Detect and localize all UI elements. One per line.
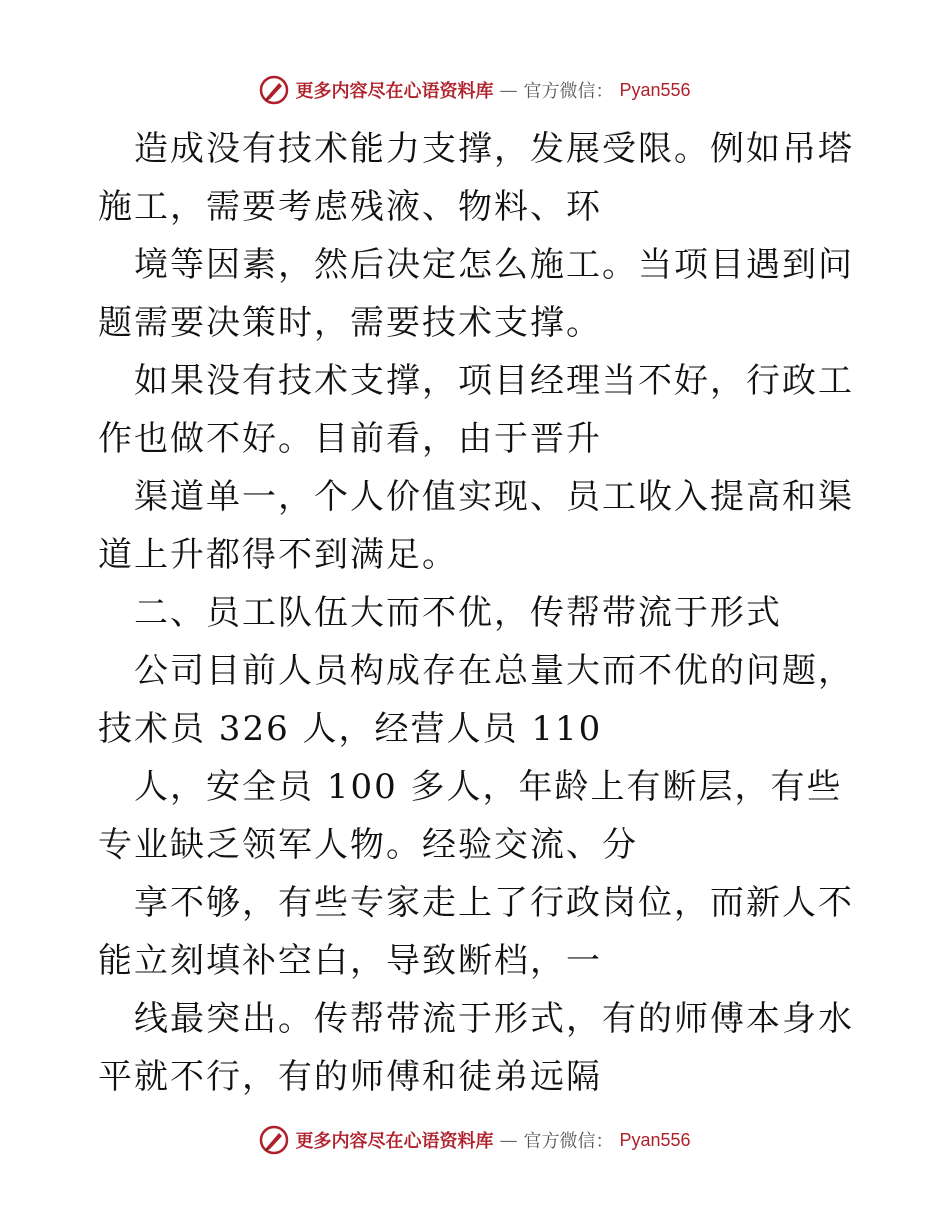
- quill-pen-logo-icon: [259, 1125, 289, 1155]
- banner-wechat-label: 官方微信：: [523, 1131, 614, 1152]
- banner-wechat-id: Pyan556: [619, 79, 691, 100]
- banner-dash: —: [499, 79, 518, 101]
- section-heading: 二、员工队伍大而不优，传帮带流于形式: [134, 593, 782, 633]
- paragraph: 造成没有技术能力支撑，发展受限。例如吊塔施工，需要考虑残液、物料、环: [98, 129, 854, 227]
- banner-title: 更多内容尽在心语资料库: [295, 1131, 494, 1152]
- footer-banner: [0, 1120, 950, 1160]
- paragraph: 线最突出。传帮带流于形式，有的师傅本身水平就不行，有的师傅和徒弟远隔: [98, 999, 854, 1097]
- paragraph: 渠道单一，个人价值实现、员工收入提高和渠道上升都得不到满足。: [98, 477, 854, 575]
- paragraph: 公司目前人员构成存在总量大而不优的问题，技术员 326 人，经营人员 110: [98, 651, 854, 749]
- paragraph: 人，安全员 100 多人，年龄上有断层，有些专业缺乏领军人物。经验交流、分: [98, 767, 843, 865]
- paragraph: 如果没有技术支撑，项目经理当不好，行政工作也做不好。目前看，由于晋升: [98, 361, 854, 459]
- quill-pen-logo-icon: [259, 75, 289, 105]
- header-banner: [0, 70, 950, 110]
- banner-wechat-label: 官方微信：: [523, 81, 614, 102]
- paragraph: 境等因素，然后决定怎么施工。当项目遇到问题需要决策时，需要技术支撑。: [98, 245, 854, 343]
- document-body: [98, 120, 858, 1106]
- banner-dash: —: [499, 1129, 518, 1151]
- banner-wechat-id: Pyan556: [619, 1129, 691, 1150]
- paragraph: 享不够，有些专家走上了行政岗位，而新人不能立刻填补空白，导致断档，一: [98, 883, 854, 981]
- banner-title: 更多内容尽在心语资料库: [295, 81, 494, 102]
